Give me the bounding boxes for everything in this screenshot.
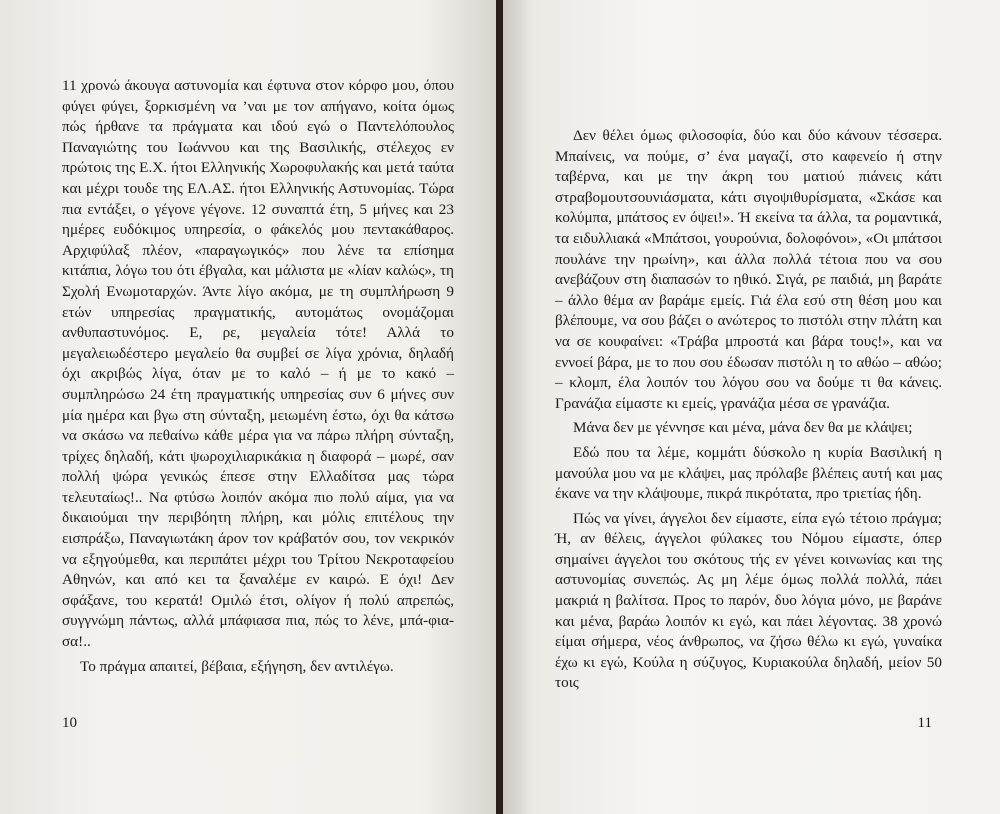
right-page-text (555, 126, 942, 694)
paragraph: Το πράγμα απαιτεί, βέβαια, εξήγηση, δεν αντιλέγω. (80, 657, 394, 675)
paragraph: Πώς να γίνει, άγγελοι δεν είμαστε, είπα εγώ τέτοιο πράγμα; Ή, αν θέλεις, άγγελοι φύλακες του Νόμου είμαστε, όπερ σημαίνει άγγελοι του σκότους τής εν γένει κοινωνίας και της αστυνομίας συνεπώς. Ας μη λέμε όμως πολλά πολλά, πάει μακριά η βαλίτσα. Προς το παρόν, δυο λόγια μόνο, με βαράνε και μένα, βαράω λοιπόν κι εγώ, και πάει λέγοντας. 38 χρονώ είμαι σήμερα, νέος άνθρωπος, να ζήσω θέλω κι εγώ, γυναίκα έχω κι εγώ, Κούλα η σύζυγος, Κυριακούλα δηλαδή, μείον 50 τοις (555, 509, 942, 692)
page-number: 10 (62, 715, 77, 731)
paragraph: Δεν θέλει όμως φιλοσοφία, δύο και δύο κάνουν τέσσερα. Μπαίνεις, να πούμε, σ’ ένα μαγαζί, στο καφενείο ή στην ταβέρνα, και με την άκρη του ματιού πιάνεις κάτι στραβομουτσουνιάσματα, κάτι σιγοψιθυρίσματα, «Σκάσε και κολύμπα, μπάτσος εν όψει!». Ή εκείνα τα άλλα, τα ρομαντικά, τα ειδυλλιακά «Μπάτσοι, γουρούνια, δολοφόνοι», «Οι μπάτσοι πουλάνε την ηρωίνη», και άλλα πολλά τέτοια που να σου ανεβάζουν στη διαπασών το ηθικό. Σιγά, ρε παιδιά, μη βαράτε – άλλο θέμα αν βαράμε εμείς. Γιά έλα εσύ στη θέση μου και βλέπουμε, να σου βάζει ο ανώτερος το πιστόλι στην πλάτη και να σε κουφαίνει: «Τράβα μπροστά και βάρα τους!», και να εννοεί βάρα, με το που σου έδωσαν πιστόλι η το αθώο – αθώο; – κλομπ, έλα λοιπόν του λόγου σου να δούμε τι θα κάνεις. Γρανάζια είμαστε κι εμείς, γρανάζια μέσα σε γρανάζια. (555, 127, 942, 412)
page-number: 11 (917, 715, 932, 731)
left-page (0, 0, 496, 814)
right-page (503, 0, 1000, 814)
book-gutter (496, 0, 503, 814)
paragraph: Μάνα δεν με γέννησε και μένα, μάνα δεν θα με κλάψει; (573, 419, 913, 437)
left-page-text (62, 76, 454, 677)
paragraph: 11 χρονώ άκουγα αστυνομία και έφτυνα στον κόρφο μου, όπου φύγει φύγει, ξορκισμένη να ’ναι με τον απήγανο, κοίτα όμως πώς ήρθανε τα πράγματα και ιδού εγώ ο Παντελόπουλος Παναγιώτης του Ιωάννου και της Βασιλικής, στέλεχος εν πρώτοις της Ε.Χ. ήτοι Ελληνικής Χωροφυλακής και μετά ταύτα και μέχρι τουδε της ΕΛ.ΑΣ. ήτοι Ελληνικής Αστυνομίας. Τώρα πια εντάξει, ο γέγονε γέγονε. 12 συναπτά έτη, 5 μήνες και 23 ημέρες ευδόκιμος υπηρεσία, ο φάκελός μου πεντακάθαρος. Αρχιφύλαξ πλέον, «παραγωγικός» που λένε τα επίσημα κιτάπια, λόγω του ότι έβγαλα, και μάλιστα με «λίαν καλώς», τη Σχολή Ενωμοταρχών. Άντε λίγο ακόμα, με τη συμπλήρωση 9 ετών υπηρεσίας πραγματικής, αυτομάτως ονομάζομαι ανθυπαστυνόμος. Ε, ρε, μεγαλεία τότε! Αλλά το μεγαλειωδέστερο μεγαλείο θα συμβεί σε λίγα χρόνια, δηλαδή όχι ακριβώς λίγα, όταν με το καλό – ή με το κακό – συμπληρώσω 24 έτη πραγματικής υπηρεσίας συν 6 μήνες συν μία ημέρα και βγω στη σύνταξη, μειωμένη έστω, όχι θα κάτσω να σκάσω να πεθαίνω κάθε μέρα για να πάρω πλήρη σύνταξη, τρίχες δηλαδή, κάτι ψωροχιλιαρικάκια η διαφορά – μωρέ, σαν πολλή ψώρα γενικώς έπεσε στην Ελλαδίτσα μας τώρα τελευταίως!.. Να φτύσω λοιπόν ακόμα πιο πολύ αίμα, για να δικαιούμαι την περιβόητη πλήρη, και μόλις επιτέλους την εισπράξω, Παναγιωτάκη άρον τον κράβατόν σου, τον νεκρικόν να εξηγούμεθα, και περιπάτει μέχρι του Τρίτου Νεκροταφείου Αθηνών, και από κει τα ξαναλέμε εν καιρώ. Ε όχι! Δεν σφάξανε, του κερατά! Ομιλώ έτσι, ολίγον ή πολύ απρεπώς, συγγνώμη πάντως, αλλά μπάφιασα πια, πώς το λένε, μπά-φια-σα!.. (62, 77, 454, 651)
paragraph: Εδώ που τα λέμε, κομμάτι δύσκολο η κυρία Βασιλική η μανούλα μου να με κλάψει, μας πρόλαβε βλέπεις αυτή και μας έκανε να την κλάψουμε, πικρά πικρότατα, προ τριετίας ήδη. (555, 443, 942, 503)
